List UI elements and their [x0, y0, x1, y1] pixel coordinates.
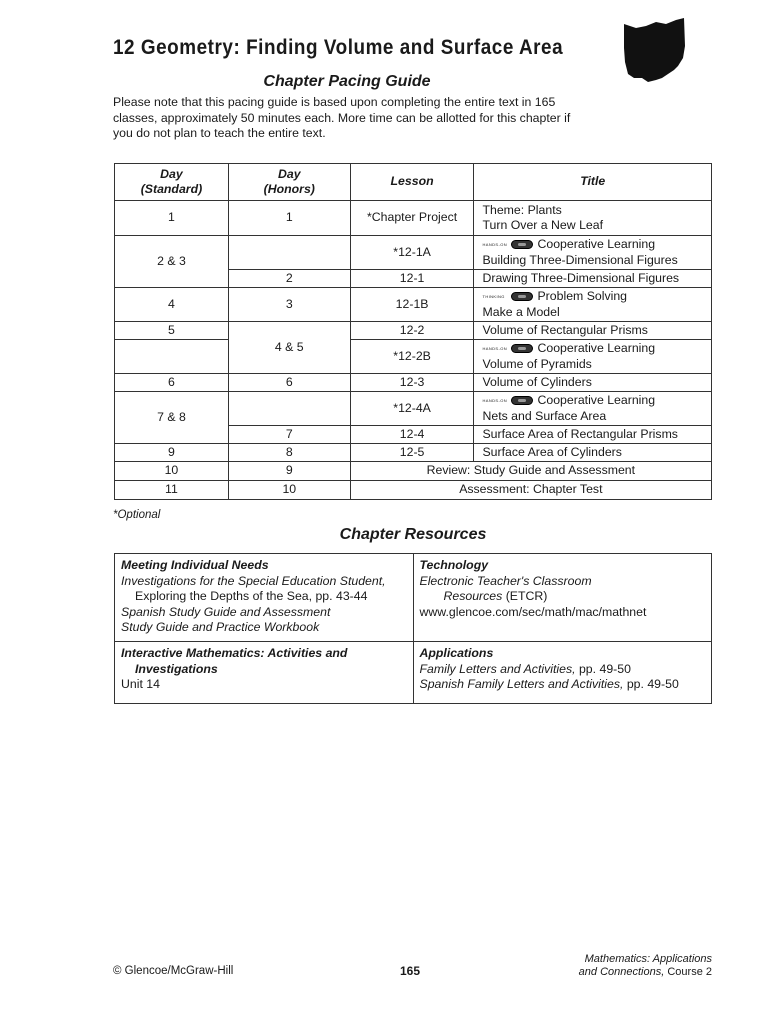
table-row: 10 9 Review: Study Guide and Assessment — [115, 462, 712, 481]
table-row — [115, 642, 712, 704]
table-row: 5 4 & 5 12-2 Volume of Rectangular Prisms — [115, 322, 712, 340]
table-row: *12-2B HANDS-ON Cooperative Learning Volume of Pyramids — [115, 340, 712, 374]
optional-footnote: *Optional — [113, 509, 161, 521]
table-row: 2 12-1 Drawing Three-Dimensional Figures — [115, 270, 712, 288]
table-row: 2 & 3 *12-1A HANDS-ON Cooperative Learning Building Three-Dimensional Figures — [115, 236, 712, 270]
column-header-title: Title — [474, 164, 712, 201]
footer-copyright: © Glencoe/McGraw-Hill — [113, 965, 234, 977]
pacing-guide-heading: Chapter Pacing Guide — [263, 73, 431, 90]
hands-on-lab-badge: HANDS-ON — [482, 396, 534, 405]
table-row: 7 & 8 *12-4A HANDS-ON Cooperative Learning Nets and Surface Area — [115, 392, 712, 426]
intro-paragraph: Please note that this pacing guide is based upon completing the entire text in 165 classes, approximately 50 minutes each. More time can be allotted for this chapter if you do not plan to teach the entire text. — [113, 95, 571, 140]
table-header-row — [115, 164, 712, 201]
table-row: 11 10 Assessment: Chapter Test — [115, 481, 712, 500]
pacing-table — [114, 163, 712, 500]
footer-book-title: Mathematics: Applications and Connections, Course 2 — [578, 953, 712, 978]
table-row: 9 8 12-5 Surface Area of Cylinders — [115, 444, 712, 462]
technology-cell: Technology Electronic Teacher's Classroom Resources (ETCR) www.glencoe.com/sec/math/mac/mathnet — [413, 554, 712, 642]
column-header-day-standard: Day (Standard) — [115, 164, 229, 201]
table-row: 1 1 *Chapter Project Theme: Plants Turn Over a New Leaf — [115, 201, 712, 236]
table-row: 7 12-4 Surface Area of Rectangular Prisms — [115, 426, 712, 444]
page-number: 165 — [400, 964, 421, 978]
hands-on-lab-badge: HANDS-ON — [482, 344, 534, 353]
thinking-lab-badge: THINKING — [482, 292, 534, 301]
table-row: 4 3 12-1B THINKING Problem Solving Make a Model — [115, 288, 712, 322]
interactive-math-cell: Interactive Mathematics: Activities and Investigations Unit 14 — [115, 642, 414, 704]
applications-cell: Applications Family Letters and Activities, pp. 49-50 Spanish Family Letters and Activities, pp. 49-50 — [413, 642, 712, 704]
meeting-needs-cell: Meeting Individual Needs Investigations for the Special Education Student, Exploring the Depths of the Sea, pp. 43-44 Spanish Study Guide and Assessment Study Guide and Practice Workbook — [115, 554, 414, 642]
chapter-title: 12 Geometry: Finding Volume and Surface Area — [113, 36, 564, 59]
resources-table — [114, 553, 712, 704]
chapter-resources-heading: Chapter Resources — [339, 526, 487, 543]
table-row: 6 6 12-3 Volume of Cylinders — [115, 374, 712, 392]
column-header-day-honors: Day (Honors) — [228, 164, 350, 201]
table-row — [115, 554, 712, 642]
hands-on-lab-badge: HANDS-ON — [482, 240, 534, 249]
column-header-lesson: Lesson — [350, 164, 474, 201]
